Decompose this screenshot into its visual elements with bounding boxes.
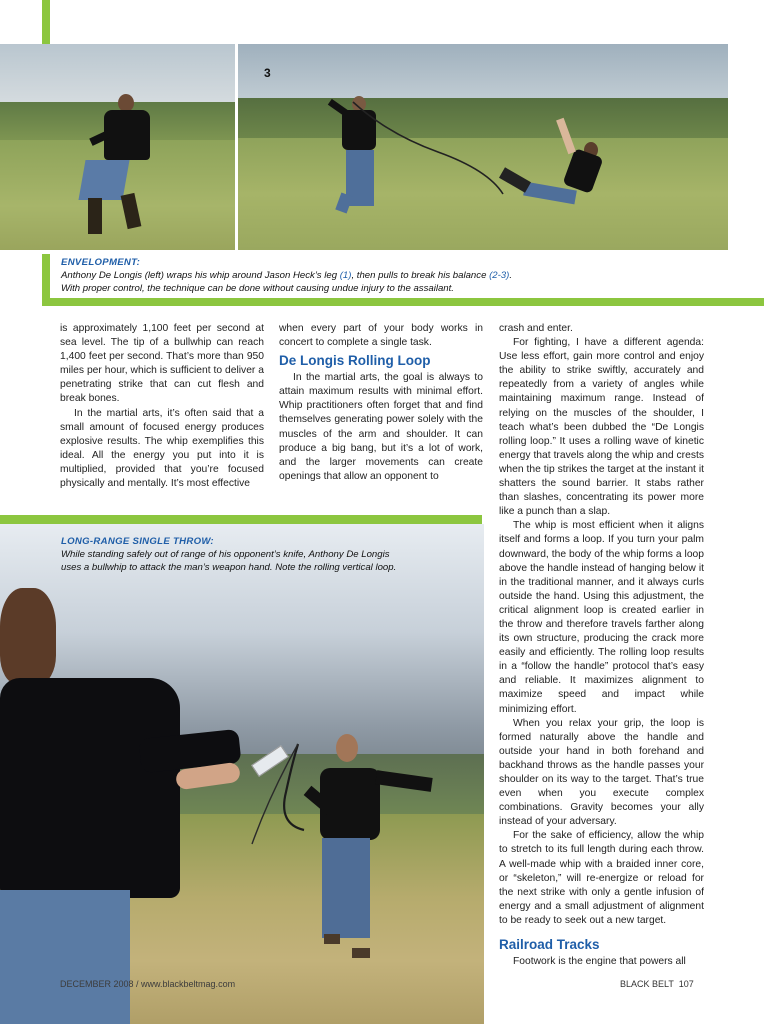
photo-1-whip-wrap xyxy=(0,44,235,250)
article-column-3 xyxy=(499,322,704,969)
subhead-rolling-loop: De Longis Rolling Loop xyxy=(279,353,431,369)
mid-rule xyxy=(0,515,482,524)
caption-rule-horizontal xyxy=(42,298,764,306)
paragraph: In the martial arts, it’s often said that a small amount of focused energy produces explosive results. The whip exemplifies this ideal. All the energy you put into it is multiplied, provided that you’re focused physically and mentally. It’s most effective xyxy=(60,407,264,490)
paragraph: In the martial arts, the goal is always to attain maximum results with minimal effort. Whip practitioners often forget that and find themselves generating power solely with the muscles of the arm and shoulder. It can produce a big bang, but it’s a lot of work, and the larger movements can create openings that allow an opponent to xyxy=(279,372,483,482)
whip-loop xyxy=(0,524,484,1024)
caption-text: uses a bullwhip to attack the man’s weapon hand. Note the rolling vertical loop. xyxy=(61,562,397,573)
photo-2-3-balance-break xyxy=(238,44,728,250)
caption-ref-1: (1) xyxy=(339,270,352,281)
envelopment-caption xyxy=(61,256,721,295)
long-range-caption-title: LONG-RANGE SINGLE THROW: xyxy=(61,536,214,547)
paragraph: when every part of your body works in concert to complete a single task. xyxy=(279,323,483,349)
whip-line xyxy=(238,44,728,250)
envelopment-caption-title: ENVELOPMENT: xyxy=(61,257,141,268)
caption-text: While standing safely out of range of his opponent’s knife, Anthony De Longis xyxy=(61,549,390,560)
caption-text: . xyxy=(509,270,513,281)
article-column-2 xyxy=(279,322,483,484)
paragraph: For fighting, I have a different agenda: Use less effort, gain more control and enjoy the ability to strike swiftly, accurately and repeatedly from a variety of angles while maintaining maximum range. Instead of relying on the muscles of the shoulder, I teach what’s been dubbed the “De Longis rolling loop.” It uses a rolling wave of kinetic energy that travels along the whip and crests when the tip strikes the target at the instant it shatters the sound barrier. It stabs rather than slashes, concentrating its power more like a punch than a slap. xyxy=(499,337,704,518)
paragraph: For the sake of efficiency, allow the whip to stretch to its full length during each throw. A well-made whip with a braided inner core, or “skeleton,” will re-energize or reload for the next strike with only a gentle infusion of energy and a small adjustment of alignment to be ready to seek out a new target. xyxy=(499,830,704,926)
top-accent-bar xyxy=(42,0,50,44)
paragraph: crash and enter. xyxy=(499,323,573,334)
paragraph: The whip is most efficient when it aligns itself and forms a loop. If you turn your palm downward, the body of the whip forms a loop above the handle instead of hanging below it in the traditional manner, and it always curls outside the hand. Using this adjustment, the critical alignment loop is created earlier in the throw and therefore travels farther along its own structure, producing the crack more easily and efficiently. The rolling loop results in a “follow the handle” protocol that’s easy and reliable. It maximizes alignment to maximize speed and impact while minimizing effort. xyxy=(499,520,704,715)
paragraph: is approximately 1,100 feet per second at sea level. The tip of a bullwhip can reach 1,400 feet per second. That’s more than 950 miles per hour, which is sufficient to deliver a penetrating strike that can cut flesh and break bones. xyxy=(60,323,264,405)
paragraph: When you relax your grip, the loop is formed naturally above the handle and outside your hand in both forehand and backhand throws as the handle passes your shoulder on its way to the target. That’s true even when you execute complex combinations. Gravity becomes your ally instead of your adversary. xyxy=(499,717,704,828)
caption-text: Anthony De Longis (left) wraps his whip around Jason Heck’s leg xyxy=(61,270,340,281)
photo-number-3: 3 xyxy=(264,66,271,80)
caption-text: , then pulls to break his balance xyxy=(351,270,490,281)
footer-page-number: BLACK BELT 107 xyxy=(620,979,694,989)
photo-long-range-throw xyxy=(0,524,484,1024)
article-column-1 xyxy=(60,322,264,491)
caption-ref-2-3: (2-3) xyxy=(489,270,510,281)
caption-text: With proper control, the technique can be done without causing undue injury to the assailant. xyxy=(61,283,454,294)
long-range-caption xyxy=(61,535,471,574)
paragraph: Footwork is the engine that powers all xyxy=(513,956,686,968)
footer-issue-url: DECEMBER 2008 / www.blackbeltmag.com xyxy=(60,979,236,989)
caption-rule-vertical xyxy=(42,254,50,302)
photo-1-figure xyxy=(80,94,150,250)
subhead-railroad-tracks: Railroad Tracks xyxy=(499,937,600,953)
